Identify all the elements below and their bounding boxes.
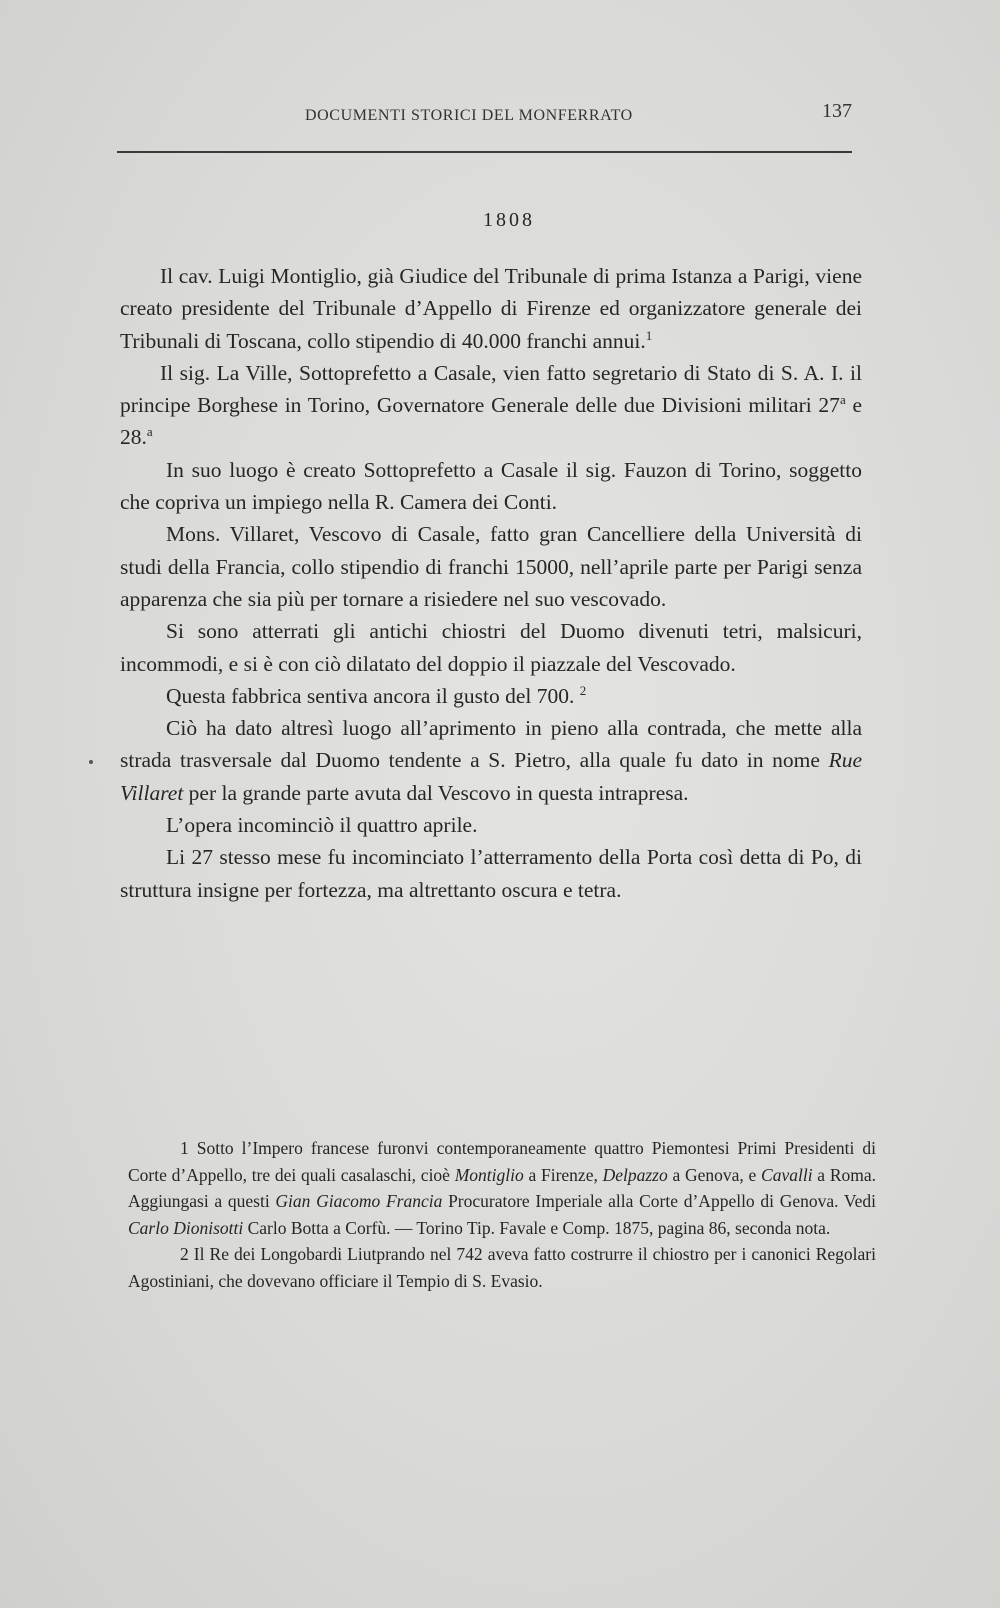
paragraph-text: Questa fabbrica sentiva ancora il gusto del 700. — [166, 683, 575, 708]
paper-speck — [89, 760, 93, 764]
footnote-italic: Carlo Dionisotti — [128, 1217, 244, 1238]
header-rule — [117, 151, 852, 153]
paragraph-text: Si sono atterrati gli antichi chiostri del Duomo divenuti tetri, malsicuri, incommodi, e si è con ciò dilatato del doppio il piazzale del Vescovado. — [120, 619, 862, 676]
paragraph-text: Mons. Villaret, Vescovo di Casale, fatto gran Cancelliere della Università di studi della Francia, collo stipendio di franchi 15000, nell’aprile parte per Parigi senza apparenza che sia più per tornare a risiedere nel suo vescovado. — [120, 522, 862, 611]
main-text — [120, 260, 862, 906]
footnote-text: Il Re dei Longobardi Liutprando nel 742 aveva fatto costrurre il chiostro per i canonici Regolari Agostiniani, che dovevano officiare il Tempio di S. Evasio. — [128, 1244, 876, 1291]
paragraph-text: e 28. — [120, 393, 862, 450]
paragraph-text: per la grande parte avuta dal Vescovo in questa intrapresa. — [183, 780, 689, 805]
running-title: DOCUMENTI STORICI DEL MONFERRATO — [305, 107, 633, 124]
ordinal-suffix: a — [146, 424, 153, 440]
paragraph-text: Ciò ha dato altresì luogo all’aprimento in pieno alla contrada, che mette alla strada trasversale dal Duomo tendente a S. Pietro, alla quale fu dato in nome — [120, 716, 862, 773]
footnote-italic: Delpazzo — [602, 1164, 668, 1185]
footnote-text: a Roma. Aggiungasi a questi — [128, 1164, 876, 1211]
paragraph-text: Il cav. Luigi Montiglio, già Giudice del Tribunale di prima Istanza a Parigi, viene creato presidente del Tribunale d’Appello di Firenze ed organizzatore generale dei Tribunali di Toscana, collo stipendio di 40.000 franchi annui. — [120, 264, 862, 353]
footnote-mark: 2 — [180, 1244, 189, 1264]
footnote-reference: 1 — [645, 327, 653, 343]
footnote-mark: 1 — [180, 1138, 189, 1158]
page-number: 137 — [822, 100, 852, 122]
footnotes — [128, 1135, 876, 1294]
footnote-text: Carlo Botta a Corfù. — Torino Tip. Favale e Comp. 1875, pagina 86, seconda nota. — [243, 1217, 831, 1238]
paragraph-montiglio — [120, 260, 862, 357]
footnote-1 — [128, 1135, 876, 1241]
paragraph-text: Il sig. La Ville, Sottoprefetto a Casale, vien fatto segretario di Stato di S. A. I. il principe Borghese in Torino, Governatore Generale delle due Divisioni militari 27 — [120, 360, 862, 418]
footnote-italic: Gian Giacomo Francia — [275, 1191, 443, 1211]
paragraph-fauzon — [120, 454, 862, 519]
paragraph-porta — [120, 841, 862, 906]
paragraph-text: Li 27 stesso mese fu incominciato l’atterramento della Porta così detta di Po, di struttura insigne per fortezza, ma altrettanto oscura e tetra. — [120, 845, 862, 902]
footnote-italic: Montiglio — [454, 1164, 524, 1185]
ordinal-suffix: a — [839, 392, 846, 408]
footnote-2 — [128, 1241, 876, 1294]
paragraph-text: In suo luogo è creato Sottoprefetto a Casale il sig. Fauzon di Torino, soggetto che copriva un impiego nella R. Camera dei Conti. — [120, 457, 862, 515]
footnote-text: a Genova, e — [667, 1164, 762, 1185]
section-year: 1808 — [483, 209, 535, 231]
footnote-italic: Cavalli — [761, 1164, 813, 1185]
footnote-reference: 2 — [579, 682, 587, 698]
street-name: Rue Villaret — [120, 748, 862, 805]
paragraph-contrada — [120, 712, 862, 809]
paragraph-chiostri — [120, 615, 862, 680]
footnote-text: Procuratore Imperiale alla Corte d’Appello di Genova. Vedi — [442, 1191, 876, 1211]
paragraph-opera — [120, 809, 862, 841]
footnote-text: a Firenze, — [523, 1164, 603, 1185]
paragraph-fabbrica — [120, 680, 862, 712]
paragraph-la-ville — [120, 357, 862, 454]
footnote-text: Sotto l’Impero francese furonvi contemporaneamente quattro Piemontesi Primi Presidenti di Corte d’Appello, tre dei quali casalaschi, cioè — [128, 1138, 876, 1185]
paragraph-text: L’opera incominciò il quattro aprile. — [166, 813, 478, 838]
paragraph-villaret — [120, 518, 862, 615]
